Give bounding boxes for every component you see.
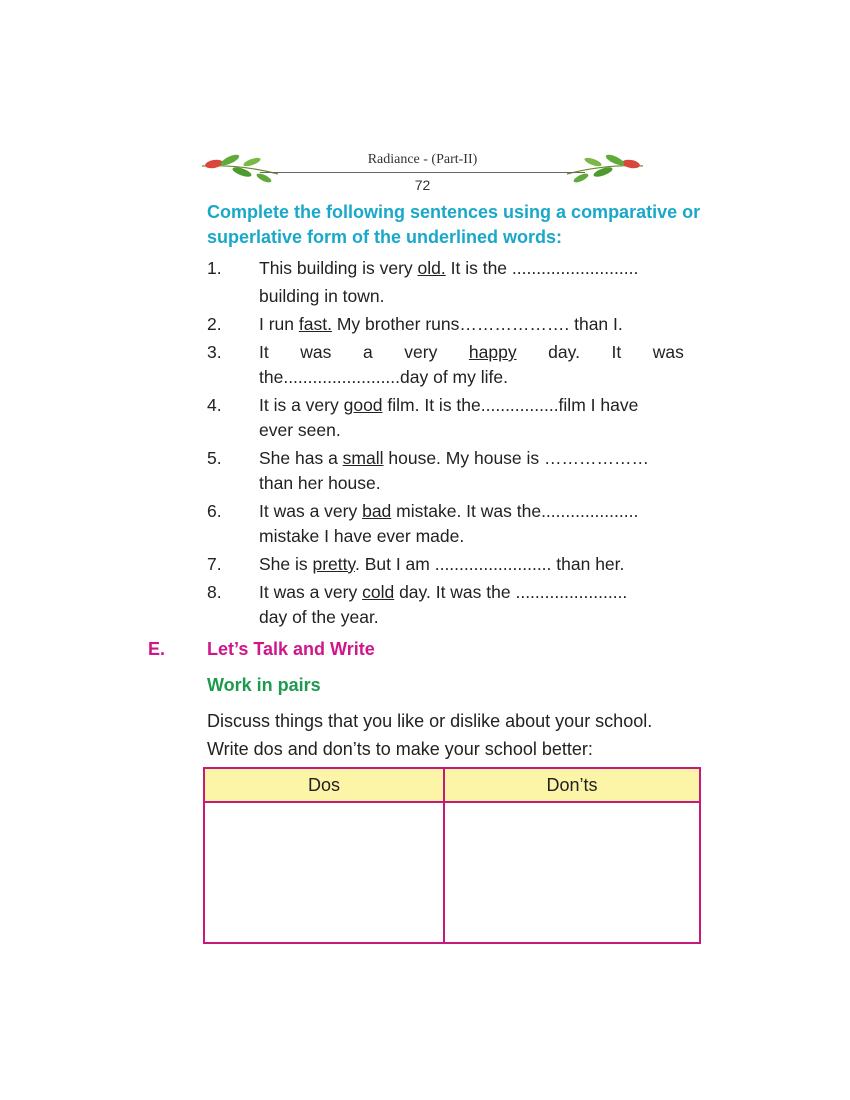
sentence-text: My brother runs………………. than I. (331, 314, 623, 334)
sentence-text: film. It is the................film I have (382, 395, 639, 415)
header-rule (260, 172, 585, 173)
underlined-word: pretty (312, 554, 355, 574)
donts-answer-cell[interactable] (445, 803, 699, 942)
sentence-text: mistake I have ever made. (259, 526, 465, 546)
page-header (200, 150, 645, 196)
sentence-text: . But I am ........................ than her. (354, 554, 625, 574)
section-subtitle: Work in pairs (207, 675, 321, 695)
sentence-word: day. (548, 342, 580, 362)
sentence-text: house. My house is ……………… (383, 448, 650, 468)
item-number: 7. (207, 554, 222, 574)
section-letter: E. (148, 639, 166, 659)
sentence-text: It was a very (259, 582, 363, 602)
sentence-text: day of the year. (259, 607, 379, 627)
sentence-word: It (611, 342, 622, 362)
section-title: Let’s Talk and Write (207, 639, 375, 659)
exercise-instruction: Complete the following sentences using a comparative or superlative form of the underlined words: (207, 202, 701, 247)
sentence-text: This building is very (259, 258, 418, 278)
sentence-word: a (362, 342, 373, 362)
sentence-text: It was a very (259, 501, 363, 521)
underlined-word: fast. (298, 314, 332, 334)
dos-donts-table (203, 767, 701, 944)
item-number: 5. (207, 448, 222, 468)
paragraph-line: Write dos and don’ts to make your school better: (207, 739, 593, 759)
dos-answer-cell[interactable] (205, 803, 443, 942)
underlined-word: happy (468, 342, 517, 362)
underlined-word: good (343, 395, 383, 415)
column-header-donts: Don’ts (546, 775, 598, 795)
item-number: 2. (207, 314, 222, 334)
sentence-text: She is (259, 554, 313, 574)
sentence-word: very (404, 342, 438, 362)
sentence-text: building in town. (259, 286, 385, 306)
underlined-word: bad (362, 501, 392, 521)
sentence-text: It is the .......................... (445, 258, 639, 278)
item-number: 3. (207, 342, 222, 362)
underlined-word: small (342, 448, 384, 468)
book-title: Radiance - (Part-II) (367, 152, 478, 167)
sentence-word: was (300, 342, 332, 362)
sentence-text: the........................day of my life. (259, 367, 508, 387)
page-number: 72 (414, 177, 431, 193)
task-paragraph (207, 707, 707, 763)
sentence-text: It is a very (259, 395, 344, 415)
sentence-text: She has a (259, 448, 343, 468)
item-number: 6. (207, 501, 222, 521)
sentence-word: was (652, 342, 684, 362)
sentence-text: mistake. It was the.................... (391, 501, 639, 521)
item-number: 4. (207, 395, 222, 415)
sentence-text: than her house. (259, 473, 381, 493)
sentence-word: It (259, 342, 269, 362)
sentence-text: day. It was the ....................... (394, 582, 628, 602)
underlined-word: cold (362, 582, 395, 602)
underlined-word: old. (417, 258, 446, 278)
item-number: 8. (207, 582, 222, 602)
column-header-dos: Dos (307, 775, 340, 795)
sentence-text: ever seen. (259, 420, 341, 440)
paragraph-line: Discuss things that you like or dislike about your school. (207, 711, 653, 731)
sentence-text: I run (259, 314, 299, 334)
item-number: 1. (207, 258, 222, 278)
